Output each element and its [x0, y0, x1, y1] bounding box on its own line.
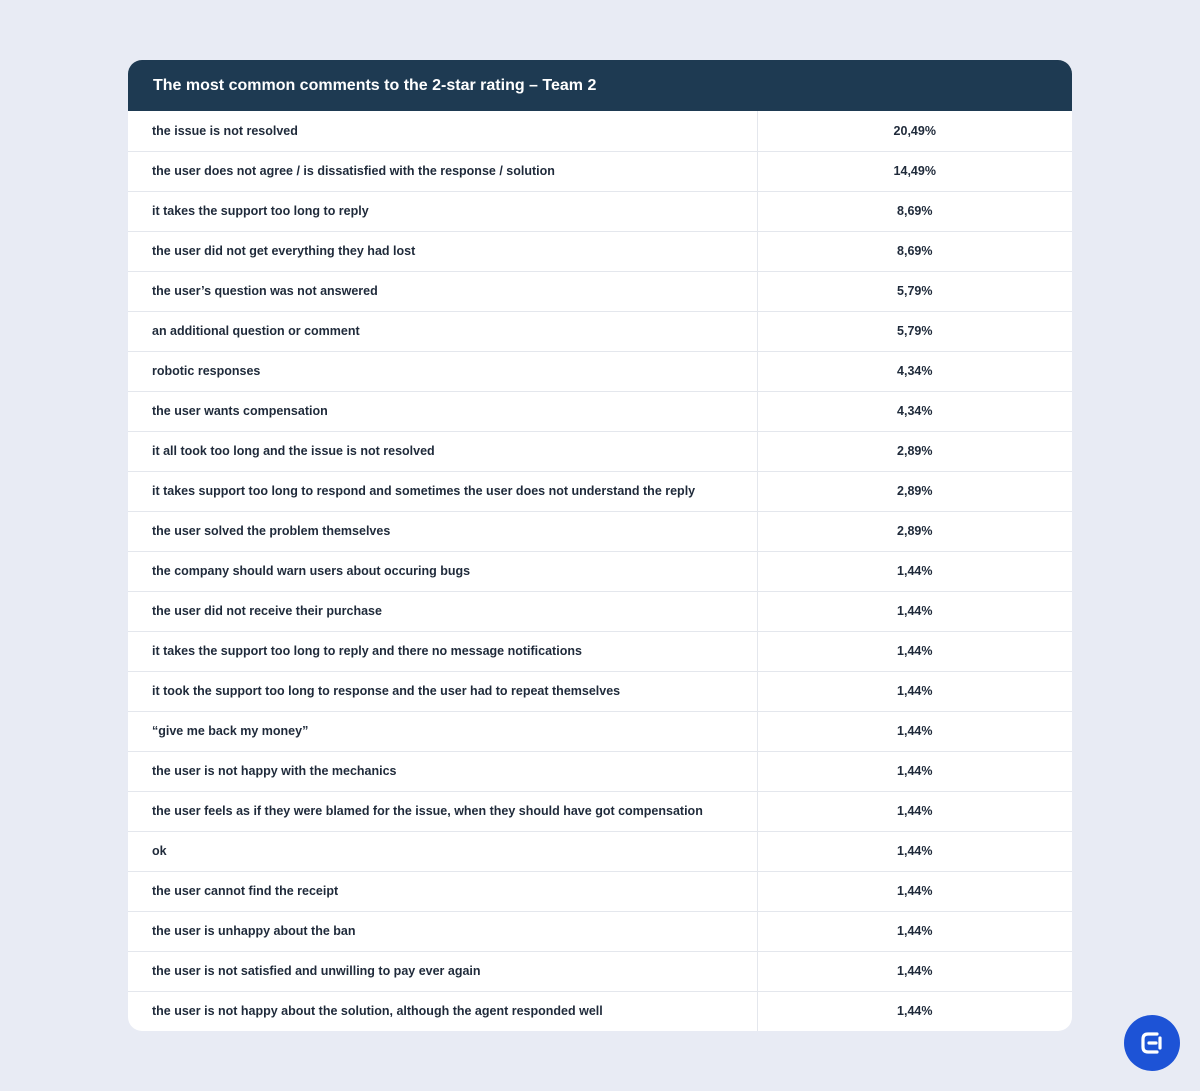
row-label: an additional question or comment [128, 311, 757, 351]
table-row [128, 471, 1072, 511]
row-value: 1,44% [757, 671, 1072, 711]
row-value: 8,69% [757, 191, 1072, 231]
row-value: 1,44% [757, 911, 1072, 951]
row-label: it took the support too long to response and the user had to repeat themselves [128, 671, 757, 711]
table-row [128, 551, 1072, 591]
table-header [128, 60, 1072, 111]
row-value: 1,44% [757, 751, 1072, 791]
row-label: the user cannot find the receipt [128, 871, 757, 911]
row-value: 1,44% [757, 951, 1072, 991]
comments-table-body [128, 111, 1072, 1031]
table-row [128, 951, 1072, 991]
table-row [128, 191, 1072, 231]
row-value: 5,79% [757, 271, 1072, 311]
row-label: the user is unhappy about the ban [128, 911, 757, 951]
row-value: 1,44% [757, 831, 1072, 871]
table-row [128, 711, 1072, 751]
row-label: the user does not agree / is dissatisfied with the response / solution [128, 151, 757, 191]
row-label: the user is not satisfied and unwilling to pay ever again [128, 951, 757, 991]
row-label: it takes support too long to respond and sometimes the user does not understand the reply [128, 471, 757, 511]
row-label: robotic responses [128, 351, 757, 391]
row-value: 1,44% [757, 591, 1072, 631]
table-row [128, 671, 1072, 711]
row-label: it takes the support too long to reply [128, 191, 757, 231]
table-row [128, 111, 1072, 151]
row-value: 1,44% [757, 711, 1072, 751]
row-value: 1,44% [757, 871, 1072, 911]
row-label: it all took too long and the issue is not resolved [128, 431, 757, 471]
row-value: 1,44% [757, 631, 1072, 671]
table-row [128, 431, 1072, 471]
table-row [128, 591, 1072, 631]
row-value: 1,44% [757, 551, 1072, 591]
row-label: the issue is not resolved [128, 111, 757, 151]
row-label: the user did not receive their purchase [128, 591, 757, 631]
row-value: 5,79% [757, 311, 1072, 351]
row-value: 4,34% [757, 391, 1072, 431]
row-value: 8,69% [757, 231, 1072, 271]
table-row [128, 271, 1072, 311]
row-label: the user feels as if they were blamed for the issue, when they should have got compensation [128, 791, 757, 831]
row-value: 2,89% [757, 431, 1072, 471]
comments-table-card [128, 60, 1072, 1031]
row-label: the user wants compensation [128, 391, 757, 431]
table-row [128, 391, 1072, 431]
row-label: the user’s question was not answered [128, 271, 757, 311]
table-row [128, 991, 1072, 1031]
row-label: ok [128, 831, 757, 871]
row-label: the user is not happy about the solution, although the agent responded well [128, 991, 757, 1031]
table-row [128, 631, 1072, 671]
table-row [128, 311, 1072, 351]
row-value: 1,44% [897, 1004, 933, 1019]
row-value: 4,34% [757, 351, 1072, 391]
table-row [128, 351, 1072, 391]
row-value: 20,49% [757, 111, 1072, 151]
row-label: it takes the support too long to reply and there no message notifications [128, 631, 757, 671]
row-label: the user did not get everything they had lost [128, 231, 757, 271]
table-row [128, 511, 1072, 551]
row-value: 1,44% [757, 791, 1072, 831]
row-value: 2,89% [757, 471, 1072, 511]
table-row [128, 791, 1072, 831]
comments-table [128, 111, 1072, 1031]
table-row [128, 231, 1072, 271]
row-label: the user is not happy with the mechanics [128, 751, 757, 791]
brand-logo-icon [1139, 1030, 1165, 1056]
table-row [128, 911, 1072, 951]
table-row [128, 831, 1072, 871]
row-label: “give me back my money” [128, 711, 757, 751]
row-label: the user solved the problem themselves [128, 511, 757, 551]
table-title: The most common comments to the 2-star rating – Team 2 [153, 76, 597, 94]
row-value: 14,49% [757, 151, 1072, 191]
brand-logo-button[interactable] [1124, 1015, 1180, 1071]
table-row [128, 751, 1072, 791]
table-row [128, 151, 1072, 191]
row-value: 2,89% [757, 511, 1072, 551]
row-label: the company should warn users about occuring bugs [128, 551, 757, 591]
table-row [128, 871, 1072, 911]
